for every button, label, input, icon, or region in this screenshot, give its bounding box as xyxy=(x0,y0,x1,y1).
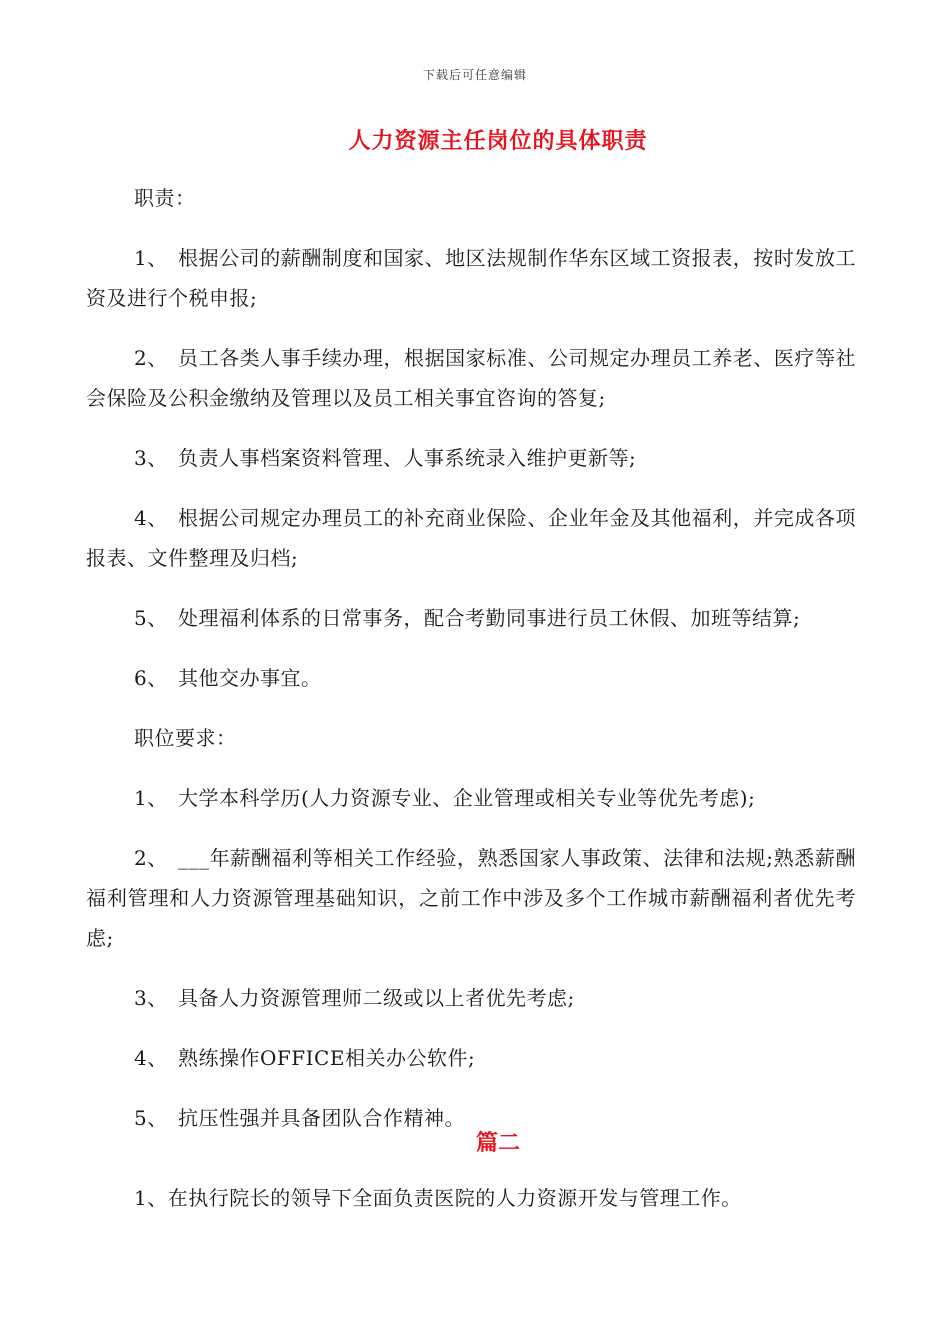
duty-number: 5、 xyxy=(134,606,168,630)
requirements-heading: 职位要求： xyxy=(134,726,237,750)
duty-number: 3、 xyxy=(134,446,168,470)
duty-item xyxy=(86,338,856,418)
requirement-item xyxy=(86,978,856,1018)
requirement-text: 熟练操作OFFICE相关办公软件; xyxy=(178,1046,476,1070)
duty-item xyxy=(86,598,856,638)
duty-text: 负责人事档案资料管理、人事系统录入维护更新等; xyxy=(178,446,637,470)
requirement-number: 5、 xyxy=(134,1106,168,1130)
requirement-number: 1、 xyxy=(134,786,168,810)
duty-item xyxy=(86,238,856,318)
duty-number: 2、 xyxy=(134,346,168,370)
requirement-text: 抗压性强并具备团队合作精神。 xyxy=(178,1106,465,1130)
header-note: 下载后可任意编辑 xyxy=(422,68,527,82)
section-title: 篇二 xyxy=(475,1131,520,1156)
requirement-text: 大学本科学历(人力资源专业、企业管理或相关专业等优先考虑); xyxy=(178,786,756,810)
duty-number: 6、 xyxy=(134,666,168,690)
duty-text: 其他交办事宜。 xyxy=(178,666,322,690)
section2-item: 1、在执行院长的领导下全面负责医院的人力资源开发与管理工作。 xyxy=(134,1186,742,1210)
requirement-number: 2、 xyxy=(134,846,168,870)
duty-number: 1、 xyxy=(134,246,168,270)
requirement-text: 具备人力资源管理师二级或以上者优先考虑; xyxy=(178,986,575,1010)
duty-text: 根据公司的薪酬制度和国家、地区法规制作华东区域工资报表，按时发放工资及进行个税申报; xyxy=(86,246,856,310)
duty-text: 根据公司规定办理员工的补充商业保险、企业年金及其他福利，并完成各项报表、文件整理及归档; xyxy=(86,506,856,570)
duty-item xyxy=(86,658,856,698)
duties-heading: 职责： xyxy=(134,186,196,210)
duty-text: 员工各类人事手续办理，根据国家标准、公司规定办理员工养老、医疗等社会保险及公积金缴纳及管理以及员工相关事宜咨询的答复; xyxy=(86,346,856,410)
requirement-item xyxy=(86,1038,856,1078)
duty-item xyxy=(86,438,856,478)
document-title: 人力资源主任岗位的具体职责 xyxy=(348,129,648,154)
document-body xyxy=(86,178,856,1158)
duty-text: 处理福利体系的日常事务，配合考勤同事进行员工休假、加班等结算; xyxy=(178,606,801,630)
requirement-text: ___年薪酬福利等相关工作经验，熟悉国家人事政策、法律和法规;熟悉薪酬福利管理和人力资源管理基础知识，之前工作中涉及多个工作城市薪酬福利者优先考虑; xyxy=(86,846,856,950)
requirement-number: 4、 xyxy=(134,1046,168,1070)
requirement-item xyxy=(86,838,856,958)
requirement-item xyxy=(86,778,856,818)
requirement-number: 3、 xyxy=(134,986,168,1010)
section2-body xyxy=(86,1178,856,1238)
duty-number: 4、 xyxy=(134,506,168,530)
duty-item xyxy=(86,498,856,578)
